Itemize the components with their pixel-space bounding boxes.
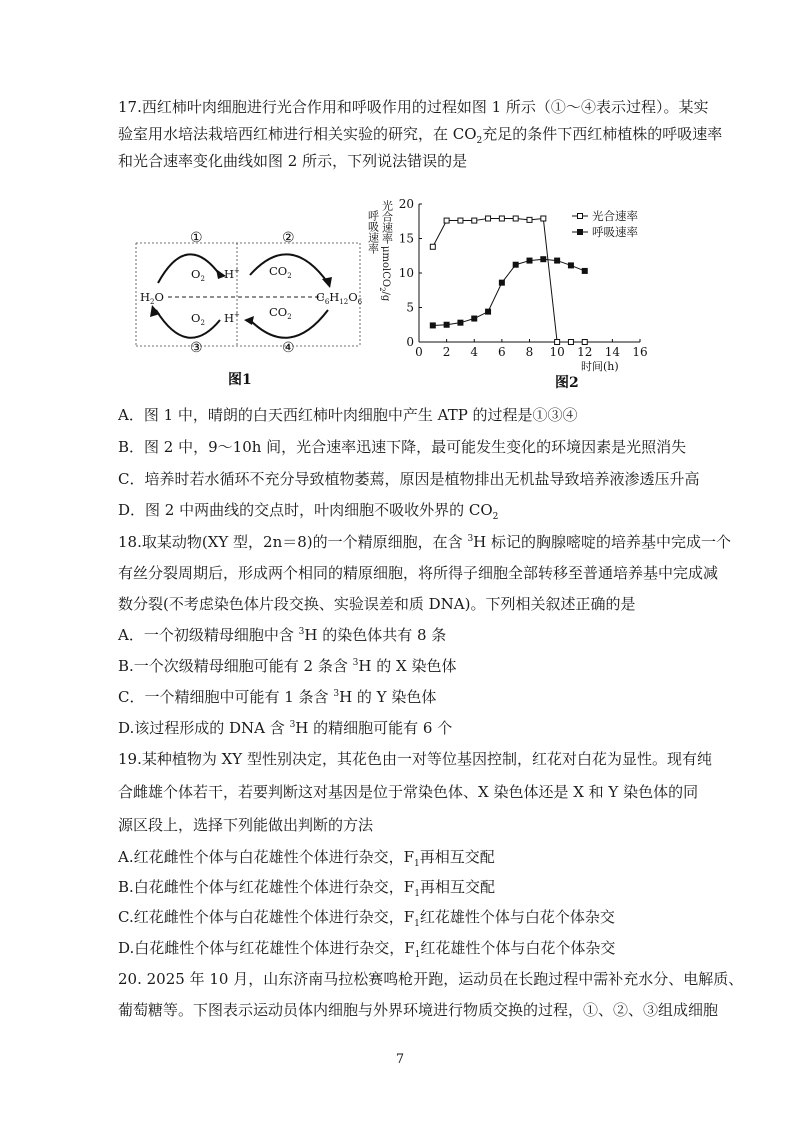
chart-point — [444, 322, 449, 327]
q18-option-d: D.该过程形成的 DNA 含 $^3$H 的精细胞可能有 6 个 — [118, 719, 453, 737]
fig1-o2-top: $O_2$ — [191, 267, 205, 283]
chart-series-line-2 — [433, 259, 585, 325]
q20-stem-line2: 葡萄糖等。下图表示运动员体内细胞与外界环境进行物质交换的过程，①、②、③组成细胞 — [118, 1001, 719, 1019]
chart-x-tick-label: 2 — [442, 345, 451, 359]
fig1-hplus-top: H+ — [224, 267, 240, 281]
q19-option-c: C.红花雌性个体与白花雄性个体进行杂交，$F_1$红花雄性个体与白花个体杂交 — [118, 908, 615, 929]
fig1-co2-bottom: $CO_2$ — [269, 305, 292, 321]
chart-ylabel-respiration: 呼吸速率 — [366, 210, 380, 254]
q17-option-d: D．图 2 中两曲线的交点时，叶肉细胞不吸收外界的 $CO_2$ — [118, 501, 499, 522]
chart-point — [486, 309, 491, 314]
chart-point — [430, 323, 435, 328]
chart-point — [527, 217, 532, 222]
chart-point — [582, 268, 587, 273]
chart-y-tick-label: 5 — [406, 300, 414, 315]
fig1-glucose: $C_6H_{12}O_6$ — [316, 290, 363, 306]
q19-stem-line2: 合雌雄个体若干，若要判断这对基因是位于常染色体、X 染色体还是 X 和 Y 染色体的同 — [118, 783, 699, 801]
chart-x-tick-label: 4 — [470, 345, 479, 359]
q19-stem-line1: 19.某种植物为 XY 型性别决定，其花色由一对等位基因控制，红花对白花为显性。现有纯 — [118, 750, 712, 768]
chart-point — [486, 216, 491, 221]
q19-option-a: A.红花雌性个体与白花雄性个体进行杂交，$F_1$再相互交配 — [118, 848, 495, 869]
legend-label: 光合速率 — [592, 209, 638, 223]
q18-option-c: C．一个精细胞中可能有 1 条含 $^3$H 的 Y 染色体 — [118, 688, 437, 706]
chart-point — [555, 340, 560, 345]
chart-point — [444, 218, 449, 223]
fig1-h2o: $H_2O$ — [140, 290, 164, 306]
legend-label: 呼吸速率 — [592, 225, 638, 239]
q17-option-a: A．图 1 中，晴朗的白天西红柿叶肉细胞中产生 ATP 的过程是①③④ — [118, 406, 578, 424]
chart-x-tick-label: 12 — [577, 345, 593, 359]
chart-point — [472, 218, 477, 223]
q18-option-a: A．一个初级精母细胞中含 $^3$H 的染色体共有 8 条 — [118, 626, 447, 644]
q18-stem-line1: 18.取某动物(XY 型，2n＝8)的一个精原细胞，在含 $^3$H 标记的胸腺嘧啶的培养基中完成一个 — [118, 533, 732, 551]
figure1-diagram — [132, 228, 368, 388]
q18-stem-line2: 有丝分裂周期后，形成两个相同的精原细胞，将所得子细胞全部转移至普通培养基中完成减 — [118, 564, 719, 582]
chart-x-tick-label: 16 — [632, 345, 648, 359]
page-number: 7 — [395, 1052, 405, 1067]
q20-stem-line1: 20. 2025 年 10 月，山东济南马拉松赛鸣枪开跑，运动员在长跑过程中需补充水分、电解质、 — [118, 970, 744, 988]
chart-x-tick-label: 14 — [604, 345, 621, 359]
fig1-caption: 图1 — [228, 372, 252, 388]
chart-point — [430, 244, 435, 249]
chart-point — [458, 320, 463, 325]
chart-point — [499, 280, 504, 285]
chart-y-tick-label: 15 — [398, 231, 414, 246]
chart-y-tick-label: 0 — [406, 335, 414, 349]
chart-point — [541, 257, 546, 262]
fig1-label-3: ③ — [190, 340, 203, 356]
legend-marker — [578, 214, 583, 219]
q19-stem-line3: 源区段上，选择下列能做出判断的方法 — [118, 816, 374, 834]
fig1-co2-top: $CO_2$ — [269, 264, 292, 280]
q19-option-b: B.白花雌性个体与红花雄性个体进行杂交，$F_1$再相互交配 — [118, 878, 495, 899]
chart-point — [513, 262, 518, 267]
q17-stem-line3: 和光合速率变化曲线如图 2 所示，下列说法错误的是 — [118, 152, 468, 170]
chart-y-tick-label: 10 — [398, 266, 414, 280]
fig1-o2-bottom: $O_2$ — [191, 311, 205, 327]
chart-y-tick-label: 20 — [398, 197, 414, 211]
chart-x-tick-label: 10 — [549, 345, 565, 359]
q17-stem-line1: 17.西红柿叶肉细胞进行光合作用和呼吸作用的过程如图 1 所示（①～④表示过程）。某实 — [118, 98, 709, 116]
fig1-label-1: ① — [190, 230, 203, 246]
chart-point — [555, 258, 560, 263]
q18-option-b: B.一个次级精母细胞可能有 2 条含 $^3$H 的 X 染色体 — [118, 657, 457, 675]
chart-yunit: μmolCO$_2$/g — [378, 246, 391, 302]
q17-stem-line2: 验室用水培法栽培西红柿进行相关实验的研究，在 $CO_2$充足的条件下西红柿植株的呼吸速率 — [118, 125, 723, 146]
fig2-caption: 图2 — [555, 375, 579, 390]
q17-option-c: C．培养时若水循环不充分导致植物萎蔫，原因是植物排出无机盐导致培养液渗透压升高 — [118, 470, 700, 488]
chart-point — [458, 218, 463, 223]
chart-point — [527, 258, 532, 263]
chart-x-tick-label: 6 — [498, 345, 506, 359]
chart-point — [472, 316, 477, 321]
q17-option-b: B．图 2 中，9～10h 间，光合速率迅速下降，最可能发生变化的环境因素是光照消失 — [118, 438, 687, 456]
chart-point — [541, 216, 546, 221]
chart-x-tick-label: 0 — [415, 345, 423, 359]
q18-stem-line3: 数分裂(不考虑染色体片段交换、实验误差和质 DNA)。下列相关叙述正确的是 — [118, 595, 636, 613]
chart-ylabel-photosynthesis: 光合速率 — [380, 200, 394, 244]
fig1-label-2: ② — [282, 230, 295, 246]
chart-x-tick-label: 8 — [525, 345, 534, 359]
q19-option-d: D.白花雌性个体与红花雄性个体进行杂交，$F_1$红花雄性个体与白花个体杂交 — [118, 939, 616, 960]
fig1-hplus-bottom: H+ — [224, 311, 240, 325]
legend-marker — [578, 230, 583, 235]
figure2-chart — [365, 190, 665, 390]
chart-point — [568, 263, 573, 268]
chart-point — [513, 216, 518, 221]
fig1-label-4: ④ — [282, 340, 295, 356]
chart-point — [568, 340, 573, 345]
chart-xlabel: 时间(h) — [581, 360, 619, 373]
chart-point — [582, 340, 587, 345]
chart-point — [499, 216, 504, 221]
